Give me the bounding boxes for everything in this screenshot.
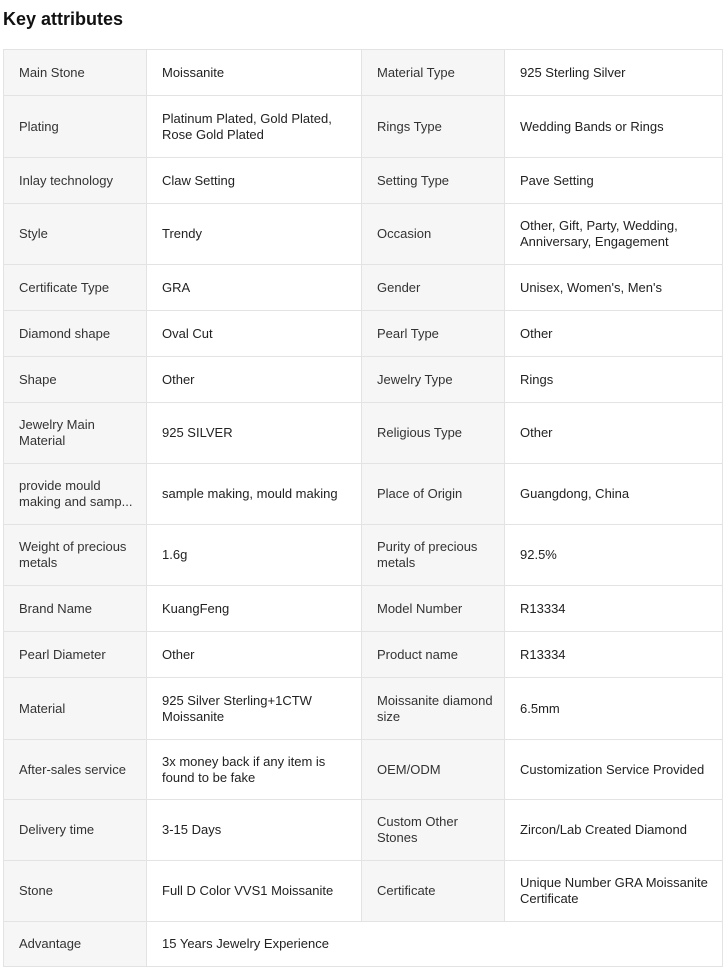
attributes-table <box>3 49 723 967</box>
attribute-value <box>147 96 362 158</box>
attribute-label-text: Brand Name <box>19 600 92 616</box>
attribute-label <box>362 158 505 204</box>
attribute-value <box>147 740 362 800</box>
attribute-value <box>147 158 362 204</box>
attribute-value <box>505 357 723 403</box>
attribute-value-text: R13334 <box>520 600 566 616</box>
attribute-value-text: Rings <box>520 371 554 387</box>
attribute-value <box>505 740 723 800</box>
attribute-label-text: Place of Origin <box>377 486 463 501</box>
attribute-label-text: Moissanite diamond size <box>377 692 493 724</box>
page-title: Key attributes <box>3 9 124 29</box>
attribute-label <box>4 403 147 464</box>
attribute-value <box>147 586 362 632</box>
attribute-label <box>4 861 147 922</box>
table-row <box>4 403 723 464</box>
attribute-value-text: Unique Number GRA Moissanite Certificate <box>520 875 708 906</box>
attribute-value <box>147 632 362 678</box>
attribute-value-text: 3x money back if any item is found to be fake <box>162 753 326 785</box>
attribute-label <box>362 96 505 158</box>
table-row <box>4 204 723 265</box>
attribute-label <box>362 632 505 678</box>
attribute-label-text: Inlay technology <box>19 172 113 188</box>
table-row <box>4 265 723 311</box>
attribute-label <box>4 464 147 525</box>
attribute-value <box>505 311 723 357</box>
attribute-label <box>4 357 147 403</box>
attribute-label <box>4 632 147 678</box>
attribute-label-text: Certificate Type <box>19 279 110 295</box>
attribute-value-text: Other <box>162 646 195 662</box>
attributes-table-body <box>4 50 723 967</box>
table-row <box>4 464 723 525</box>
attribute-value-text: Claw Setting <box>162 172 235 188</box>
attribute-label <box>4 800 147 861</box>
table-row <box>4 922 723 967</box>
attribute-label-text: Custom Other Stones <box>377 814 458 845</box>
attribute-value-text: Other <box>520 425 553 440</box>
attribute-label-text: Shape <box>19 371 57 387</box>
attribute-value <box>505 265 723 311</box>
attribute-value <box>505 632 723 678</box>
table-row <box>4 525 723 586</box>
table-row <box>4 50 723 96</box>
attribute-value <box>147 678 362 740</box>
attribute-value <box>147 403 362 464</box>
attribute-label-text: Weight of precious metals <box>19 539 127 570</box>
attribute-label <box>4 158 147 204</box>
attribute-value-text: R13334 <box>520 646 566 662</box>
attribute-label <box>4 204 147 265</box>
attribute-label-text: Diamond shape <box>19 325 111 341</box>
attribute-label-text: provide mould making and samp... <box>19 478 133 509</box>
attribute-value <box>147 525 362 586</box>
attribute-value <box>147 464 362 525</box>
attribute-value-text: Other <box>520 325 553 341</box>
attribute-value-text: Trendy <box>162 226 202 241</box>
attribute-label <box>362 357 505 403</box>
attribute-value <box>505 525 723 586</box>
attribute-value <box>147 204 362 265</box>
table-row <box>4 632 723 678</box>
table-row <box>4 861 723 922</box>
table-row <box>4 357 723 403</box>
attribute-label-text: Certificate <box>377 883 436 898</box>
attribute-label-text: Plating <box>19 118 59 134</box>
attribute-label <box>362 740 505 800</box>
attribute-value-text: Pave Setting <box>520 172 594 188</box>
table-row <box>4 678 723 740</box>
attribute-label <box>4 678 147 740</box>
attribute-label <box>4 922 147 967</box>
attribute-value-text: Wedding Bands or Rings <box>520 118 664 134</box>
attribute-value <box>505 50 723 96</box>
attribute-value <box>505 678 723 740</box>
attribute-value-text: GRA <box>162 279 191 295</box>
attribute-value-text: Unisex, Women's, Men's <box>520 279 662 295</box>
attribute-value-text: 925 SILVER <box>162 425 233 440</box>
attribute-label-text: Jewelry Main Material <box>19 417 95 448</box>
attribute-label <box>362 586 505 632</box>
attribute-value <box>505 96 723 158</box>
attribute-label <box>4 96 147 158</box>
attribute-value-text: 925 Sterling Silver <box>520 64 626 80</box>
table-row <box>4 740 723 800</box>
attribute-value <box>147 922 723 967</box>
table-row <box>4 586 723 632</box>
attribute-value <box>147 265 362 311</box>
attribute-label <box>362 525 505 586</box>
attribute-label <box>4 50 147 96</box>
attribute-label-text: Product name <box>377 646 458 662</box>
attribute-label <box>362 861 505 922</box>
attribute-value <box>147 800 362 861</box>
attribute-value-text: 1.6g <box>162 547 188 562</box>
attribute-label-text: Style <box>19 226 48 241</box>
attribute-value-text: 925 Silver Sterling+1CTW Moissanite <box>162 692 312 724</box>
attribute-label-text: Delivery time <box>19 822 95 837</box>
attribute-value-text: sample making, mould making <box>162 486 338 501</box>
attribute-value <box>505 403 723 464</box>
attribute-label <box>362 403 505 464</box>
attribute-label <box>4 586 147 632</box>
attribute-value-text: Platinum Plated, Gold Plated, Rose Gold Plated <box>162 110 332 142</box>
attribute-label-text: Rings Type <box>377 118 442 134</box>
attribute-value-text: Moissanite <box>162 64 225 80</box>
attribute-label-text: OEM/ODM <box>377 761 441 777</box>
attribute-label-text: Model Number <box>377 600 463 616</box>
attribute-label-text: After-sales service <box>19 761 126 777</box>
attribute-value <box>505 158 723 204</box>
attribute-label <box>4 525 147 586</box>
table-row <box>4 800 723 861</box>
attribute-value <box>505 861 723 922</box>
attribute-label <box>362 311 505 357</box>
attribute-value <box>147 357 362 403</box>
attribute-label-text: Pearl Diameter <box>19 646 106 662</box>
table-row <box>4 96 723 158</box>
table-row <box>4 158 723 204</box>
attribute-label <box>362 464 505 525</box>
attribute-label <box>4 740 147 800</box>
attribute-label-text: Occasion <box>377 226 432 241</box>
attribute-label-text: Gender <box>377 279 421 295</box>
attribute-label-text: Pearl Type <box>377 325 439 341</box>
attribute-label <box>362 50 505 96</box>
attribute-value <box>147 861 362 922</box>
attribute-label <box>362 204 505 265</box>
attribute-value <box>147 50 362 96</box>
attribute-value-text: Oval Cut <box>162 325 213 341</box>
attribute-value-text: Full D Color VVS1 Moissanite <box>162 883 334 898</box>
attribute-value <box>505 464 723 525</box>
attribute-value <box>505 586 723 632</box>
attribute-label-text: Advantage <box>19 936 82 951</box>
attribute-value-text: Other <box>162 371 195 387</box>
attribute-value <box>505 800 723 861</box>
attribute-label <box>362 265 505 311</box>
attribute-label-text: Material <box>19 700 66 716</box>
attribute-label <box>4 265 147 311</box>
attribute-label-text: Religious Type <box>377 425 463 440</box>
attribute-label <box>362 800 505 861</box>
attribute-value-text: 15 Years Jewelry Experience <box>162 936 329 951</box>
attribute-value-text: KuangFeng <box>162 600 230 616</box>
attribute-value-text: 92.5% <box>520 547 557 562</box>
attribute-value-text: Customization Service Provided <box>520 761 705 777</box>
attribute-value <box>505 204 723 265</box>
attribute-label <box>362 678 505 740</box>
attribute-value-text: Guangdong, China <box>520 486 630 501</box>
attribute-value <box>147 311 362 357</box>
attribute-value-text: Zircon/Lab Created Diamond <box>520 822 687 837</box>
attribute-value-text: 6.5mm <box>520 700 560 716</box>
attribute-label-text: Stone <box>19 883 53 898</box>
attribute-label-text: Purity of precious metals <box>377 539 478 570</box>
attribute-label-text: Jewelry Type <box>377 371 453 387</box>
table-row <box>4 311 723 357</box>
attribute-label <box>4 311 147 357</box>
attribute-value-text: 3-15 Days <box>162 822 222 837</box>
attribute-value-text: Other, Gift, Party, Wedding, Anniversary, Engagement <box>520 218 678 249</box>
attribute-label-text: Material Type <box>377 64 455 80</box>
attribute-label-text: Main Stone <box>19 64 85 80</box>
attribute-label-text: Setting Type <box>377 172 450 188</box>
